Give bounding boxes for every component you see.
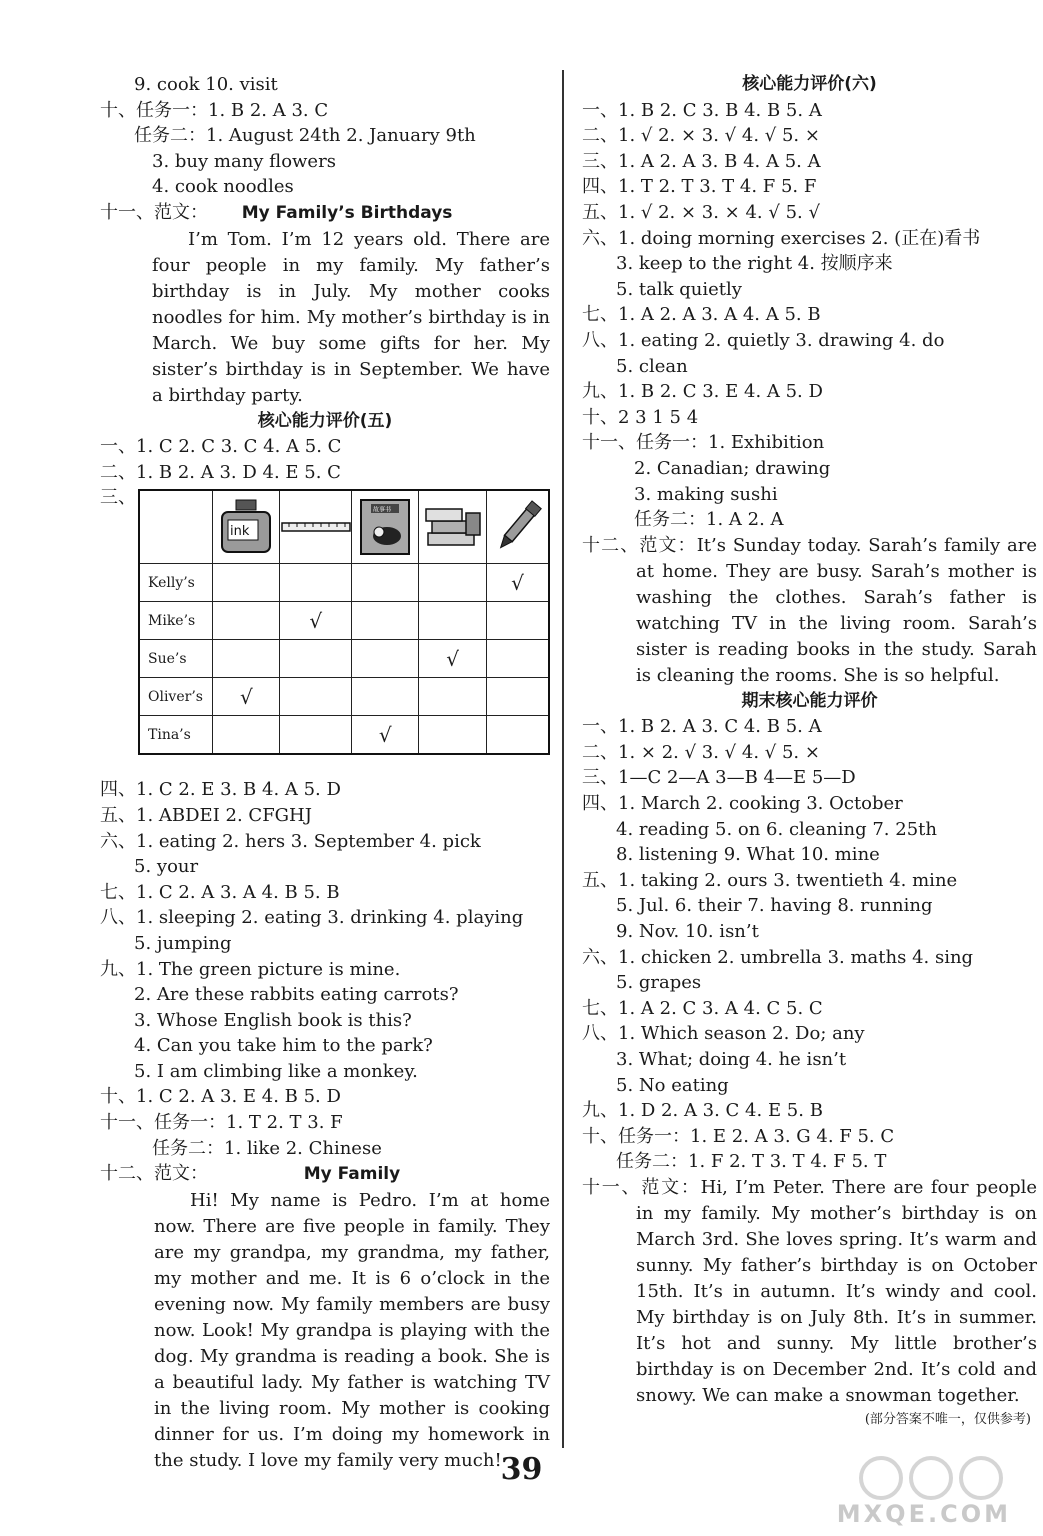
answer-line: 十、2 3 1 5 4	[582, 406, 699, 428]
answer-line: 八、1. sleeping 2. eating 3. drinking 4. playing	[100, 907, 524, 929]
table-cell	[213, 564, 280, 602]
ink-bottle-icon	[216, 498, 276, 556]
table-cell	[487, 678, 549, 716]
table-icon-cell	[419, 490, 487, 564]
column-divider	[562, 70, 564, 1448]
essay-body	[582, 1175, 1037, 1409]
answer-line: 9. cook 10. visit	[134, 74, 278, 95]
answer-line: 4. Can you take him to the park?	[134, 1035, 433, 1057]
answer-line: 五、1. ABDEI 2. CFGHJ	[100, 804, 312, 826]
table-row	[139, 602, 549, 640]
ruler-icon	[281, 517, 351, 537]
answer-line: 5. I am climbing like a monkey.	[134, 1060, 418, 1082]
answer-line: 七、1. C 2. A 3. A 4. B 5. B	[100, 881, 340, 903]
answer-line: 5. jumping	[134, 932, 232, 954]
table-cell	[352, 602, 419, 640]
essay-heading	[100, 200, 550, 227]
answer-line: 八、1. eating 2. quietly 3. drawing 4. do	[582, 329, 945, 351]
ink-label: ink	[230, 524, 250, 540]
answer-line: 2. Are these rabbits eating carrots?	[134, 984, 459, 1006]
answer-line: 十、任务一：1. E 2. A 3. G 4. F 5. C	[582, 1125, 895, 1147]
section-title: 核心能力评价(五)	[257, 410, 393, 431]
answer-line: 五、1. taking 2. ours 3. twentieth 4. mine	[582, 869, 958, 891]
answer-label: 三、	[100, 487, 136, 509]
table-cell	[352, 640, 419, 678]
answer-line: 3. What; doing 4. he isn’t	[616, 1049, 847, 1070]
right-column	[582, 72, 1037, 1431]
answer-line: 四、1. C 2. E 3. B 4. A 5. D	[100, 779, 341, 801]
answer-line: 十、1. C 2. A 3. E 4. B 5. D	[100, 1086, 341, 1108]
table-cell	[280, 564, 352, 602]
answer-line: 任务二：1. A 2. A	[634, 509, 784, 531]
answer-line: 5. clean	[616, 355, 688, 377]
essay-body	[582, 533, 1037, 689]
answer-line: 一、1. C 2. C 3. C 4. A 5. C	[100, 436, 342, 458]
book-label: 故事书	[373, 506, 392, 514]
row-name: Kelly’s	[139, 564, 213, 602]
answer-line: 4. cook noodles	[152, 176, 294, 198]
answer-line: 七、1. A 2. C 3. A 4. C 5. C	[582, 997, 823, 1019]
essay-text: It’s Sunday today. Sarah’s family are at home. They are busy. Sarah’s mother is washing the clothes. Sarah’s father is watching TV in the living room. Sarah’s sister is reading books in the study. Sarah is cleaning the rooms. She is so helpful.	[636, 534, 1038, 686]
answer-line: 十一、任务一：1. Exhibition	[582, 432, 825, 454]
answer-line: 4. reading 5. on 6. cleaning 7. 25th	[616, 818, 937, 840]
page-number: 39	[500, 1452, 543, 1487]
table-cell	[280, 716, 352, 755]
answer-line: 五、1. √ 2. × 3. × 4. √ 5. √	[582, 201, 820, 223]
watermark-icon	[841, 1454, 1021, 1504]
answer-line: 一、1. B 2. C 3. B 4. B 5. A	[582, 99, 822, 121]
table-header-row	[139, 490, 549, 564]
answer-line: 六、1. chicken 2. umbrella 3. maths 4. sing	[582, 946, 974, 968]
essay-body: I’m Tom. I’m 12 years old. There are four people in my family. My father’s birthday is in July. My mother cooks noodles for him. My mother’s birthday is in March. We buy some gifts for her. My sister’s birthday is in September. We have a birthday party.	[152, 228, 550, 406]
table-icon-cell	[352, 490, 419, 564]
table-cell	[487, 602, 549, 640]
table-cell: √	[280, 602, 352, 640]
watermark-text: MXQE.COM	[836, 1500, 1011, 1528]
essay-label: 十二、范文：	[100, 1163, 208, 1185]
table-cell	[213, 640, 280, 678]
row-name: Oliver’s	[139, 678, 213, 716]
answer-line: 九、1. D 2. A 3. C 4. E 5. B	[582, 1100, 823, 1122]
books-stack-icon	[422, 501, 484, 553]
answer-line: 四、1. March 2. cooking 3. October	[582, 793, 903, 815]
answer-line: 九、1. B 2. C 3. E 4. A 5. D	[582, 381, 823, 403]
table-cell	[213, 602, 280, 640]
answer-line: 六、1. doing morning exercises 2. (正在)看书	[582, 227, 981, 249]
essay-title: My Family’s Birthdays	[241, 202, 453, 223]
row-name: Mike’s	[139, 602, 213, 640]
section-title: 期末核心能力评价	[741, 690, 878, 711]
table-row	[139, 716, 549, 755]
answer-line: 任务二：1. like 2. Chinese	[152, 1137, 382, 1159]
answer-line: 9. Nov. 10. isn’t	[616, 921, 759, 943]
answer-line: 5. talk quietly	[616, 278, 742, 300]
essay-text: Hi, I’m Peter. There are four people in my family. My mother’s birthday is on March 3rd. She loves spring. It’s warm and sunny. My father’s birthday is on October 15th. It’s in autumn. It’s windy and cool. My birthday is on July 8th. It’s in summer. It’s hot and sunny. My little brother’s birthday is on December 2nd. It’s cold and snowy. We can make a snowman together.	[636, 1176, 1038, 1406]
answer-line: 八、1. Which season 2. Do; any	[582, 1023, 865, 1045]
essay-label: 十一、范文：	[582, 1176, 701, 1198]
table-cell: √	[487, 564, 549, 602]
answer-line: 任务二：1. F 2. T 3. T 4. F 5. T	[616, 1151, 887, 1173]
table-row	[139, 564, 549, 602]
answer-line: 二、1. B 2. A 3. D 4. E 5. C	[100, 461, 341, 483]
match-table-block	[100, 485, 550, 777]
table-cell: √	[352, 716, 419, 755]
table-cell: √	[419, 640, 487, 678]
row-name: Sue’s	[139, 640, 213, 678]
answer-line: 3. making sushi	[634, 483, 778, 505]
footnote: (部分答案不唯一，仅供参考)	[864, 1411, 1031, 1427]
table-cell	[352, 564, 419, 602]
answer-line: 5. No eating	[616, 1074, 729, 1096]
essay-label: 十二、范文：	[582, 534, 697, 556]
table-cell	[487, 640, 549, 678]
answer-line: 3. keep to the right 4. 按顺序来	[616, 253, 893, 275]
table-corner-cell	[139, 490, 213, 564]
watermark-logo	[836, 1454, 1021, 1528]
answer-line: 5. Jul. 6. their 7. having 8. running	[616, 895, 933, 917]
answer-line: 六、1. eating 2. hers 3. September 4. pick	[100, 830, 481, 852]
essay-label: 十一、范文：	[100, 201, 208, 223]
answer-line: 四、1. T 2. T 3. T 4. F 5. F	[582, 176, 817, 198]
row-name: Tina’s	[139, 716, 213, 755]
essay-heading	[100, 1161, 550, 1188]
pen-icon	[493, 496, 543, 558]
table-icon-cell	[280, 490, 352, 564]
table-cell	[213, 716, 280, 755]
table-cell: √	[213, 678, 280, 716]
answer-line: 二、1. √ 2. × 3. √ 4. √ 5. ×	[582, 125, 820, 147]
table-cell	[280, 640, 352, 678]
answer-line: 二、1. × 2. √ 3. √ 4. √ 5. ×	[582, 741, 820, 763]
answer-line: 九、1. The green picture is mine.	[100, 958, 401, 980]
answer-line: 任务二：1. August 24th 2. January 9th	[134, 125, 476, 147]
answer-line: 3. buy many flowers	[152, 150, 336, 172]
table-row	[139, 640, 549, 678]
table-row	[139, 678, 549, 716]
table-icon-cell	[213, 490, 280, 564]
section-title: 核心能力评价(六)	[742, 74, 877, 94]
table-cell	[419, 678, 487, 716]
table-cell	[419, 602, 487, 640]
answer-line: 七、1. A 2. A 3. A 4. A 5. B	[582, 304, 821, 326]
table-icon-cell	[487, 490, 549, 564]
answer-line: 2. Canadian; drawing	[634, 457, 831, 479]
answer-line: 一、1. B 2. A 3. C 4. B 5. A	[582, 716, 822, 738]
storybook-icon	[355, 496, 415, 558]
essay-title: My Family	[303, 1164, 401, 1185]
answer-line: 3. Whose English book is this?	[134, 1009, 412, 1031]
essay-body: Hi! My name is Pedro. I’m at home now. There are five people in family. They are my grandpa, my grandma, my father, my mother and me. It is 6 o’clock in the evening now. My family members are busy now. Look! My grandpa is playing with the dog. My grandma is reading a book. She is a beautiful lady. My father is watching TV in the living room. My mother is cooking dinner for us. I’m doing my homework in the study. I love my family very much!	[154, 1189, 550, 1471]
answer-line: 8. listening 9. What 10. mine	[616, 844, 880, 866]
match-table	[138, 489, 550, 755]
table-cell	[352, 678, 419, 716]
table-cell	[419, 564, 487, 602]
table-cell	[419, 716, 487, 755]
answer-line: 三、1—C 2—A 3—B 4—E 5—D	[582, 767, 856, 789]
answer-line: 5. grapes	[616, 972, 702, 994]
answer-line: 5. your	[134, 856, 199, 878]
answer-line: 十一、任务一：1. T 2. T 3. F	[100, 1112, 343, 1134]
answer-line: 十、任务一：1. B 2. A 3. C	[100, 99, 329, 121]
table-cell	[487, 716, 549, 755]
table-cell	[280, 678, 352, 716]
left-column	[100, 72, 550, 1474]
answer-line: 三、1. A 2. A 3. B 4. A 5. A	[582, 150, 821, 172]
